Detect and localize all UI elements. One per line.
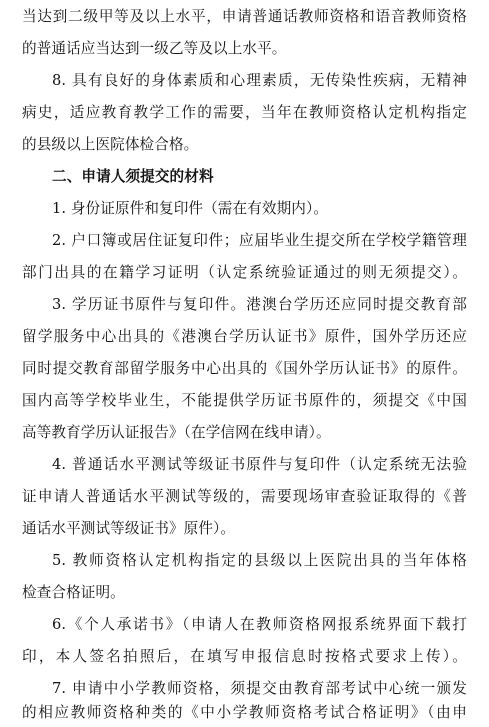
paragraph-line: 7. 申请中小学教师资格，须提交由教育部考试中心统一颁发 [52, 680, 467, 697]
paragraph-line: 5. 教师资格认定机构指定的县级以上医院出具的当年体格 [52, 552, 467, 569]
paragraph-line: 的相应教师资格种类的《中小学教师资格考试合格证明》（由申 [22, 704, 467, 721]
paragraph-line: 检查合格证明。 [22, 584, 125, 601]
paragraph-line: 留学服务中心出具的《港澳台学历认证书》原件，国外学历还应 [22, 328, 467, 345]
paragraph-line: 6.《个人承诺书》（申请人在教师资格网报系统界面下载打 [52, 616, 467, 633]
paragraph-line: 1. 身份证原件和复印件（需在有效期内）。 [52, 200, 329, 217]
paragraph-line: 印，本人签名拍照后，在填写申报信息时按格式要求上传）。 [22, 648, 467, 665]
paragraph-line: 3. 学历证书原件与复印件。港澳台学历还应同时提交教育部 [52, 296, 467, 313]
paragraph-line: 病史，适应教育教学工作的需要，当年在教师资格认定机构指定 [22, 104, 467, 121]
section-heading: 二、申请人须提交的材料 [52, 168, 214, 185]
paragraph-line: 4. 普通话水平测试等级证书原件与复印件（认定系统无法验 [52, 456, 467, 473]
paragraph-line: 国内高等学校毕业生，不能提供学历证书原件的，须提交《中国 [22, 392, 467, 409]
paragraph-line: 8. 具有良好的身体素质和心理素质，无传染性疾病，无精神 [52, 72, 467, 89]
paragraph-line: 部门出具的在籍学习证明（认定系统验证通过的则无须提交）。 [22, 264, 467, 281]
paragraph-line: 2. 户口簿或居住证复印件；应届毕业生提交所在学校学籍管理 [52, 232, 467, 249]
paragraph-line: 高等教育学历认证报告》（在学信网在线申请）。 [22, 424, 331, 441]
paragraph-line: 证申请人普通话水平测试等级的，需要现场审查验证取得的《普 [22, 488, 467, 505]
paragraph-line: 通话水平测试等级证书》原件）。 [22, 520, 236, 537]
paragraph-line: 的普通话应当达到一级乙等及以上水平。 [22, 40, 287, 57]
paragraph-line: 同时提交教育部留学服务中心出具的《国外学历认证书》的原件。 [22, 360, 467, 377]
paragraph-line: 的县级以上医院体检合格。 [22, 136, 199, 153]
paragraph-line: 当达到二级甲等及以上水平，申请普通话教师资格和语音教师资格 [22, 8, 467, 25]
